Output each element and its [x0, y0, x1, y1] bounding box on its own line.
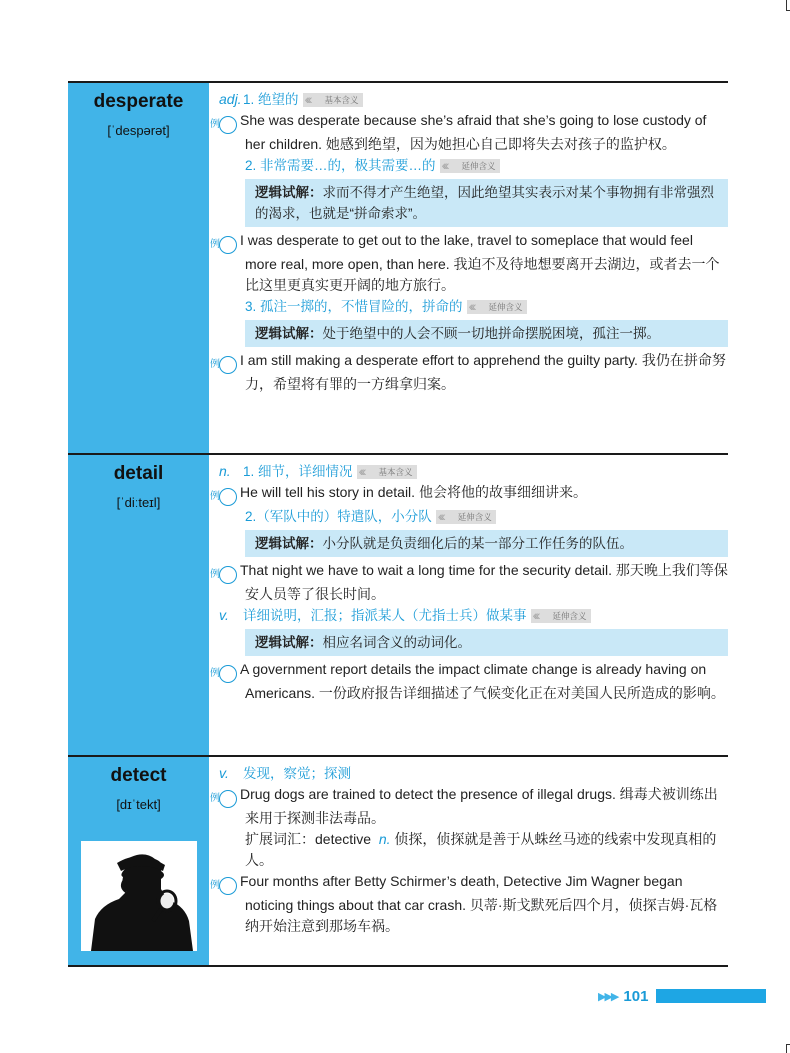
sense-line — [219, 605, 728, 626]
part-of-speech: adj. — [219, 91, 242, 107]
logic-text: 相应名词含义的动词化。 — [322, 635, 471, 650]
sense-tag: ‹‹‹ 延伸含义 — [436, 510, 496, 524]
sense: 1. 细节，详细情况 — [243, 464, 353, 479]
part-of-speech: v. — [219, 765, 229, 781]
sense-line — [219, 296, 728, 317]
example-text: She was desperate because she’s afraid that she’s going to lose custody of her children. 她感到绝望，因为她担心自己即将失去对孩子的监护权。 — [240, 112, 707, 152]
ext-word: detective — [315, 831, 372, 847]
dictionary-table — [68, 81, 728, 967]
example-text: That night we have to wait a long time for the security detail. 那天晚上我们等保安人员等了很长时间。 — [240, 562, 728, 602]
sense-line — [219, 506, 728, 527]
entry-desperate — [68, 83, 728, 455]
ext-def: 侦探，侦探就是善于从蛛丝马迹的线索中发现真相的人。 — [245, 831, 717, 868]
logic-text: 求而不得才产生绝望，因此绝望其实表示对某个事物拥有非常强烈的渴求，也就是“拼命索求”。 — [255, 185, 714, 221]
ext-label: 扩展词汇： — [245, 831, 315, 847]
entry-body — [209, 455, 728, 755]
sense: 3. 孤注一掷的，不惜冒险的，拼命的 — [245, 299, 463, 314]
headword: detect — [110, 765, 167, 786]
example — [210, 482, 728, 506]
sense-tag: ‹‹‹ 延伸含义 — [467, 300, 527, 314]
detective-silhouette-image — [81, 841, 197, 951]
sense-tag: ‹‹‹ 延伸含义 — [440, 159, 500, 173]
headword: detail — [113, 463, 164, 484]
logic-box — [245, 530, 728, 557]
example — [210, 659, 728, 704]
phonetic: [dɪˈtekt] — [116, 797, 161, 812]
logic-label: 逻辑试解： — [255, 536, 323, 551]
sense: 发现，察觉；探测 — [243, 766, 351, 781]
part-of-speech: n. — [219, 463, 231, 479]
example-icon: 例 — [219, 877, 237, 895]
example-icon: 例 — [219, 790, 237, 808]
headword: desperate — [93, 91, 184, 112]
entry-body — [209, 757, 728, 965]
example — [210, 871, 728, 937]
sense-tag: ‹‹‹ 基本含义 — [357, 465, 417, 479]
logic-text: 处于绝望中的人会不顾一切地拼命摆脱困境，孤注一掷。 — [322, 326, 660, 341]
example-text: He will tell his story in detail. 他会将他的故事细细讲来。 — [240, 484, 587, 500]
page-number: 101 — [623, 987, 649, 1005]
example-icon: 例 — [219, 236, 237, 254]
phonetic: [ˈdespərət] — [107, 123, 170, 138]
entry-detail — [68, 455, 728, 757]
sense: 1. 绝望的 — [243, 92, 299, 107]
arrows-icon: ▶▶▶ — [598, 990, 618, 1003]
logic-box — [245, 320, 728, 347]
sense: 2.（军队中的）特遣队，小分队 — [245, 509, 432, 524]
logic-box — [245, 179, 728, 227]
part-of-speech: v. — [219, 607, 229, 623]
sense-line — [219, 155, 728, 176]
example-text: Drug dogs are trained to detect the presence of illegal drugs. 缉毒犬被训练出来用于探测非法毒品。 — [240, 786, 718, 826]
page-footer — [598, 988, 766, 1004]
example-text: I am still making a desperate effort to apprehend the guilty party. 我仍在拼命努力，希望将有罪的一方缉拿归案。 — [240, 352, 726, 392]
example-icon: 例 — [219, 566, 237, 584]
crop-mark-top — [786, 0, 790, 11]
entry-body — [209, 83, 728, 453]
headword-cell — [68, 757, 209, 965]
phonetic: [ˈdiːteɪl] — [116, 495, 161, 510]
headword-cell — [68, 455, 209, 755]
logic-label: 逻辑试解： — [255, 326, 323, 341]
example — [210, 560, 728, 605]
example — [210, 350, 728, 395]
logic-label: 逻辑试解： — [255, 185, 323, 200]
page-bar — [656, 989, 766, 1003]
example-text: A government report details the impact climate change is already having on Americans. 一份政府报告详细描述了气候变化正在对美国人民所造成的影响。 — [240, 661, 725, 701]
example-icon: 例 — [219, 356, 237, 374]
sense-tag: ‹‹‹ 延伸含义 — [531, 609, 591, 623]
sense-line — [219, 89, 728, 110]
logic-text: 小分队就是负责细化后的某一部分工作任务的队伍。 — [322, 536, 633, 551]
example — [210, 784, 728, 829]
sense-line — [219, 461, 728, 482]
example-icon: 例 — [219, 665, 237, 683]
example — [210, 110, 728, 155]
example-icon: 例 — [219, 488, 237, 506]
entry-detect — [68, 757, 728, 967]
example-text: Four months after Betty Schirmer’s death, Detective Jim Wagner began noticing things about that car crash. 贝蒂·斯戈默死后四个月，侦探吉姆·瓦格纳开始注意到那场车祸。 — [240, 873, 718, 934]
sense-tag: ‹‹‹ 基本含义 — [303, 93, 363, 107]
example-text: I was desperate to get out to the lake, travel to someplace that would feel more real, more open, than here. 我迫不及待地想要离开去湖边，或者去一个比这里更真实更开阔的地方旅行。 — [240, 232, 720, 293]
logic-label: 逻辑试解： — [255, 635, 323, 650]
headword-cell — [68, 83, 209, 453]
sense-line — [219, 763, 728, 784]
ext-pos: n. — [378, 831, 391, 847]
sense: 详细说明，汇报；指派某人（尤指士兵）做某事 — [243, 608, 527, 623]
extended-vocab — [219, 829, 728, 871]
example-icon: 例 — [219, 116, 237, 134]
logic-box — [245, 629, 728, 656]
example — [210, 230, 728, 296]
sense: 2. 非常需要…的，极其需要…的 — [245, 158, 436, 173]
